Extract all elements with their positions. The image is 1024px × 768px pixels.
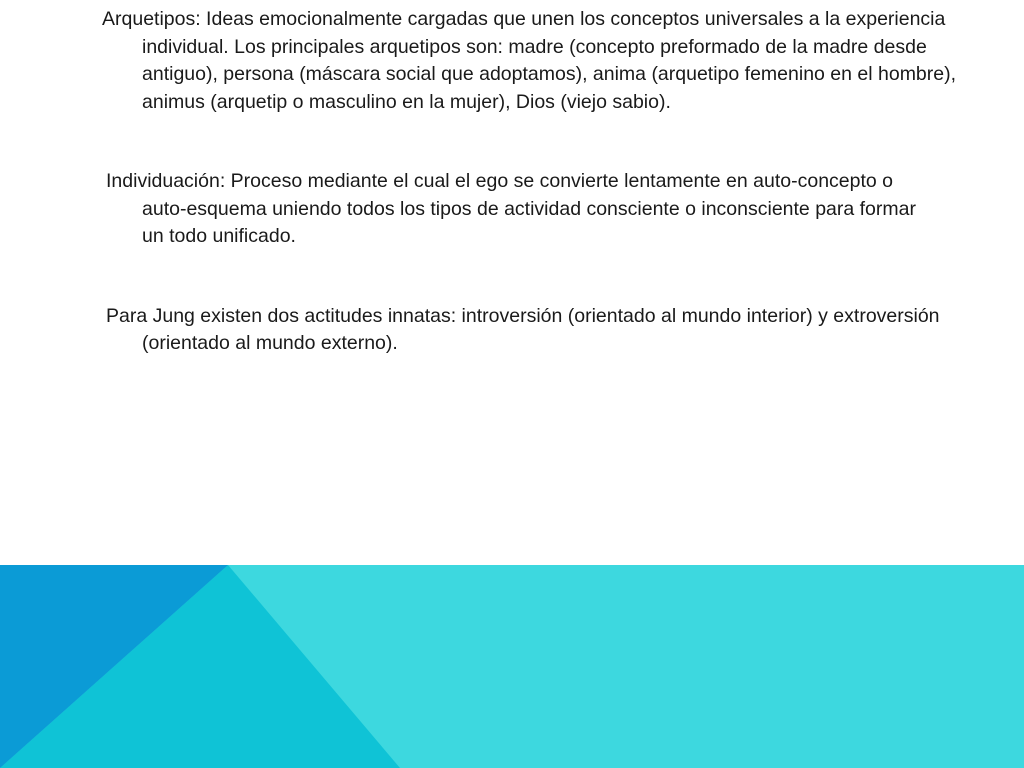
footer-decoration bbox=[0, 565, 1024, 768]
paragraph-arquetipos: Arquetipos: Ideas emocionalmente cargadas que unen los conceptos universales a la experiencia individual. Los principales arquetipos son: madre (concepto preformado de la madre desde antiguo), persona (máscara social que adoptamos), anima (arquetipo femenino en el hombre), animus (arquetip o masculino en la mujer), Dios (viejo sabio). bbox=[102, 8, 957, 113]
paragraph-individuacion: Individuación: Proceso mediante el cual el ego se convierte lentamente en auto-concepto o auto-esquema uniendo todos los tipos de actividad consciente o inconsciente para formar un todo unificado. bbox=[106, 170, 916, 247]
paragraph-jung-attitudes: Para Jung existen dos actitudes innatas: introversión (orientado al mundo interior) y extroversión (orientado al mundo externo). bbox=[106, 304, 940, 354]
slide-body bbox=[102, 6, 957, 358]
footer-shapes bbox=[0, 565, 1024, 768]
